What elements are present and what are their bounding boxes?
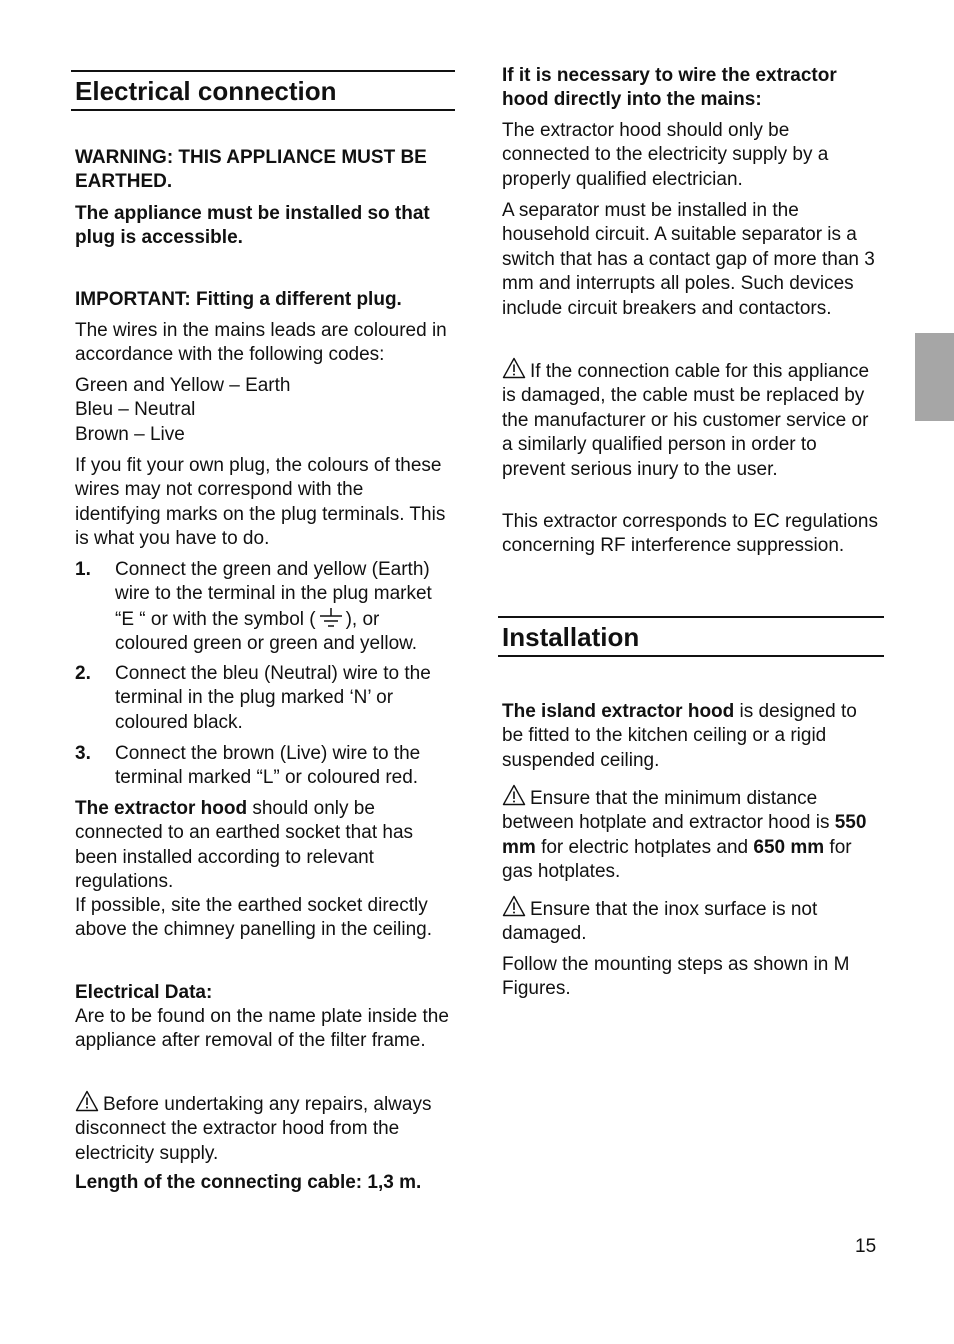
inox-text: Ensure that the inox surface is not damaged.	[502, 899, 818, 945]
installation-heading: Installation	[498, 616, 884, 657]
step-1-text-a: Connect the green and yellow (Earth) wire to the terminal in the plug market “E “ or with the symbol (	[115, 559, 432, 630]
repairs-warning	[75, 1090, 453, 1166]
damaged-cable-text: If the connection cable for this appliance is damaged, the cable must be replaced by the manufacturer or his customer service or a similarly qualified person in order to prevent serious inury to the user.	[502, 361, 870, 480]
warning-triangle-icon	[502, 895, 526, 917]
warning-triangle-icon	[75, 1090, 99, 1112]
earth-symbol-icon	[316, 607, 346, 629]
socket-rest: should only be connected to an earthed socket that has been installed according to relevant regulations.	[75, 798, 414, 893]
extractor-hood-bold: The extractor hood	[75, 798, 248, 819]
island-hood-bold: The island extractor hood	[502, 701, 735, 722]
own-plug-text: If you fit your own plug, the colours of these wires may not correspond with the identifying marks on the plug terminals. This is what you have to do.	[75, 455, 446, 550]
distance-550: 550 mm	[502, 812, 867, 858]
island-rest: is designed to be fitted to the kitchen ceiling or a rigid suspended ceiling.	[502, 701, 857, 771]
electrical-data-text: Are to be found on the name plate inside the appliance after removal of the filter frame.	[75, 1006, 449, 1052]
step-1-text-b: ), or coloured green or green and yellow.	[115, 608, 418, 655]
cable-length: Length of the connecting cable: 1,3 m.	[75, 1172, 422, 1193]
damaged-cable-warning	[502, 357, 882, 482]
inox-warning	[502, 895, 882, 947]
plug-accessible-note: The appliance must be installed so that plug is accessible.	[75, 203, 430, 249]
warning-triangle-icon	[502, 784, 526, 806]
important-title: IMPORTANT: Fitting a different plug.	[75, 289, 402, 310]
earthed-warning: WARNING: THIS APPLIANCE MUST BE EARTHED.	[75, 147, 427, 193]
repairs-text: Before undertaking any repairs, always disconnect the extractor hood from the electricity supply.	[75, 1094, 432, 1164]
distance-text-a: Ensure that the minimum distance between hotplate and extractor hood is	[502, 788, 835, 834]
socket-paragraph	[75, 797, 453, 895]
code-live: Brown – Live	[75, 424, 185, 445]
step-text	[115, 558, 453, 657]
electrician-text: The extractor hood should only be connected to the electricity supply by a properly qualified electrician.	[502, 120, 829, 190]
section-tab	[915, 333, 954, 421]
step-number: 2.	[75, 663, 91, 684]
warning-triangle-icon	[502, 357, 526, 379]
page-number: 15	[855, 1236, 877, 1257]
distance-warning	[502, 784, 882, 885]
wires-intro: The wires in the mains leads are coloured in accordance with the following codes:	[75, 320, 447, 366]
mounting-text: Follow the mounting steps as shown in M Figures.	[502, 954, 850, 1000]
island-paragraph	[502, 700, 882, 773]
mains-title: If it is necessary to wire the extractor hood directly into the mains:	[502, 65, 837, 111]
code-earth: Green and Yellow – Earth	[75, 375, 291, 396]
step-text: Connect the brown (Live) wire to the terminal marked “L” or coloured red.	[115, 743, 421, 789]
distance-650: 650 mm	[753, 836, 825, 858]
separator-text: A separator must be installed in the household circuit. A suitable separator is a switch that has a contact gap of more than 3 mm and interrupts all poles. Such devices include circuit breakers and contactors.	[502, 200, 875, 319]
step-text: Connect the bleu (Neutral) wire to the terminal in the plug marked ‘N’ or coloured black.	[115, 663, 431, 733]
step-number: 1.	[75, 559, 91, 580]
step-number: 3.	[75, 743, 91, 764]
distance-text-b: for electric hotplates and	[535, 836, 754, 858]
code-neutral: Bleu – Neutral	[75, 399, 196, 420]
electrical-data-title: Electrical Data:	[75, 982, 213, 1003]
socket-site: If possible, site the earthed socket directly above the chimney panelling in the ceiling.	[75, 895, 433, 941]
distance-text-c: for gas hotplates.	[502, 836, 852, 883]
electrical-connection-heading: Electrical connection	[71, 70, 455, 111]
ec-text: This extractor corresponds to EC regulations concerning RF interference suppression.	[502, 511, 878, 557]
